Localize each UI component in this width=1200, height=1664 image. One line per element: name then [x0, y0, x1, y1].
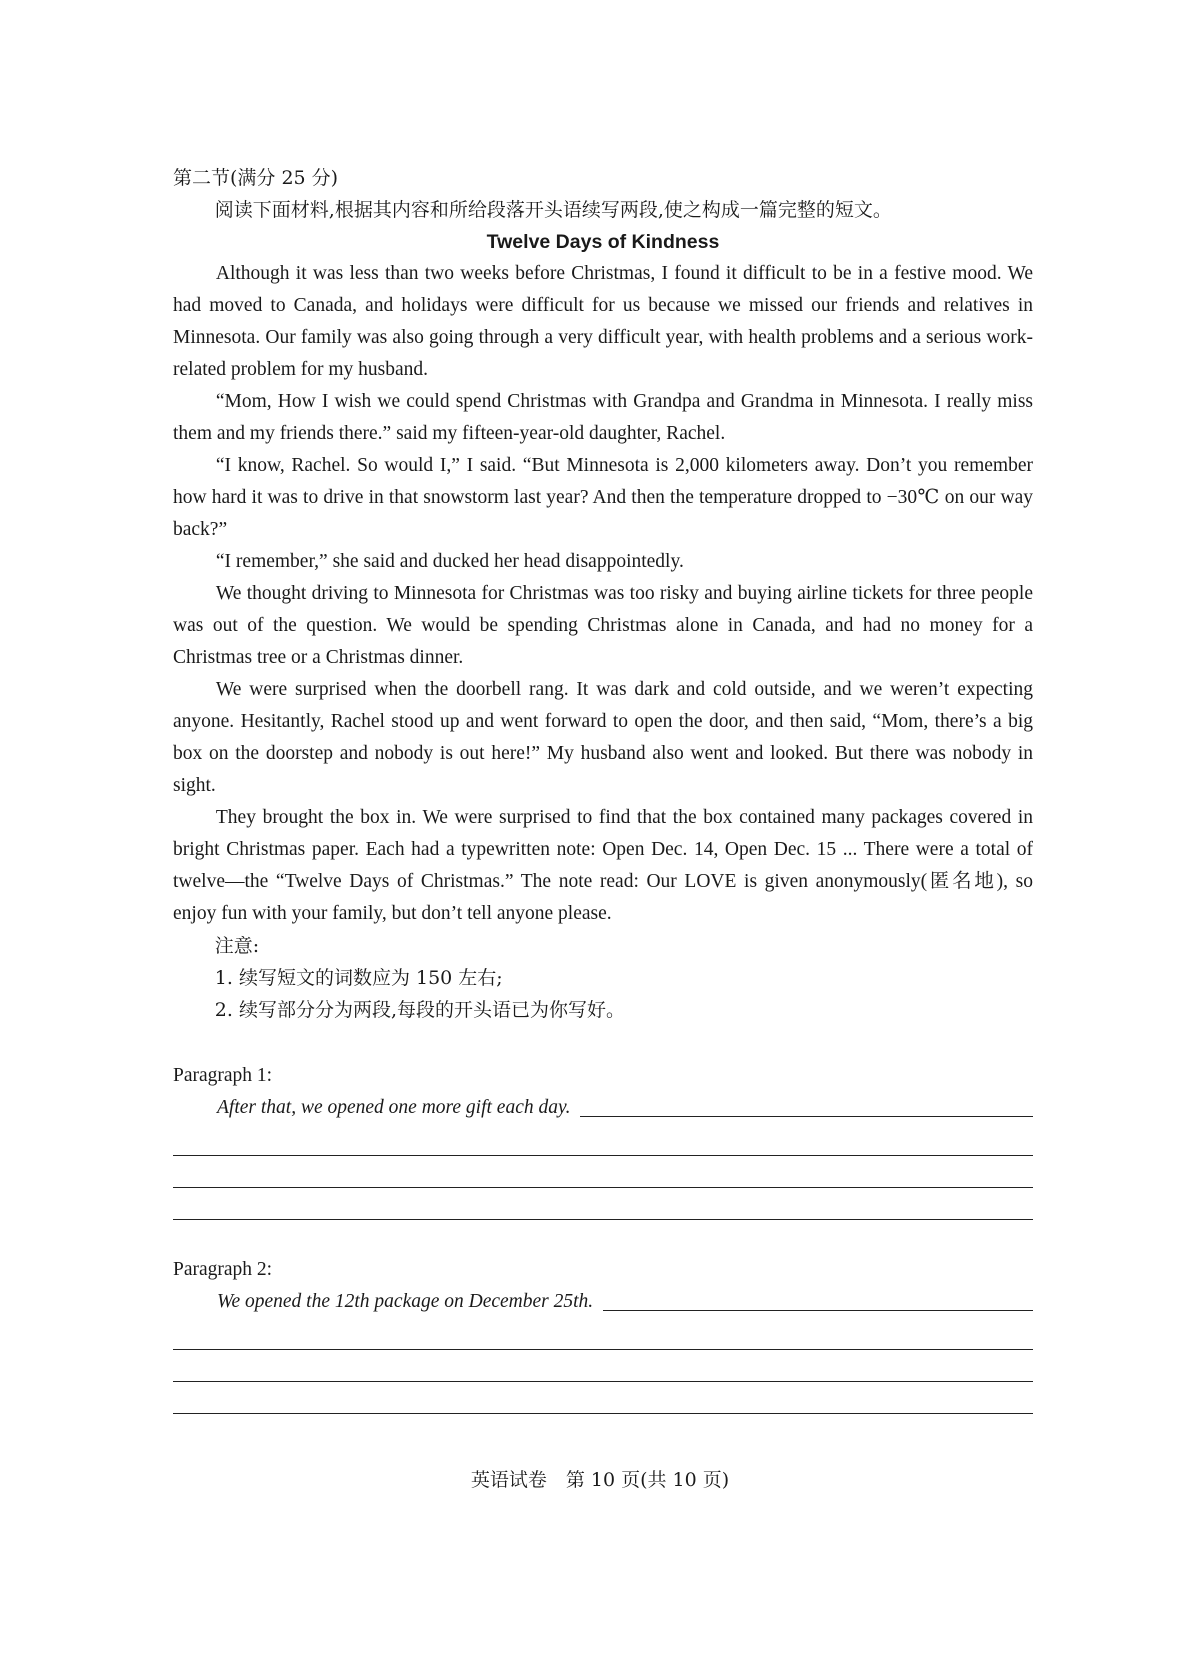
notes-label: 注意:: [214, 935, 260, 957]
section-heading: 第二节(满分 25 分): [173, 167, 339, 189]
answer-line[interactable]: [580, 1115, 1033, 1117]
story-paragraph: Although it was less than two weeks before Christmas, I found it difficult to be in a festive mood. We had moved to Canada, and holidays were difficult for us because we missed our friends and relatives in Minnesota. Our family was also going through a very difficult year, with health problems and a serious work-related problem for my husband.: [173, 263, 1033, 380]
page-footer: 英语试卷 第 10 页(共 10 页): [470, 1469, 730, 1491]
exam-page: [173, 162, 1033, 1414]
story-body: [173, 258, 1033, 930]
paragraph-1-opening: After that, we opened one more gift each day.: [217, 1097, 571, 1118]
paragraph-1-block: [173, 1060, 1033, 1220]
paragraph-2-first-line: [173, 1286, 1033, 1318]
paragraph-2-label: Paragraph 2:: [173, 1259, 273, 1280]
answer-line[interactable]: [173, 1382, 1033, 1414]
notes-block: [173, 930, 1033, 1026]
instruction-text: 阅读下面材料,根据其内容和所给段落开头语续写两段,使之构成一篇完整的短文。: [214, 199, 892, 221]
answer-line[interactable]: [173, 1124, 1033, 1156]
story-paragraph: “Mom, How I wish we could spend Christmas with Grandpa and Grandma in Minnesota. I really miss them and my friends there.” said my fifteen-year-old daughter, Rachel.: [173, 391, 1033, 444]
answer-line[interactable]: [173, 1156, 1033, 1188]
story-paragraph: We were surprised when the doorbell rang. It was dark and cold outside, and we weren’t expecting anyone. Hesitantly, Rachel stood up and went forward to open the door, and then said, “Mom, there’s a big box on the doorstep and nobody is out here!” My husband also went and looked. But there was nobody in sight.: [173, 679, 1033, 796]
story-paragraph: “I know, Rachel. So would I,” I said. “But Minnesota is 2,000 kilometers away. Don’t you remember how hard it was to drive in that snowstorm last year? And then the temperature dropped to −30℃ on our way back?”: [173, 455, 1033, 540]
paragraph-1-label: Paragraph 1:: [173, 1065, 273, 1086]
answer-line[interactable]: [603, 1309, 1033, 1311]
story-paragraph: “I remember,” she said and ducked her head disappointedly.: [215, 551, 684, 572]
story-paragraph: They brought the box in. We were surprised to find that the box contained many packages covered in bright Christmas paper. Each had a typewritten note: Open Dec. 14, Open Dec. 15 ... There were a total of twelve—the “Twelve Days of Christmas.” The note read: Our LOVE is given anonymously(匿名地), so enjoy fun with your family, but don’t tell anyone please.: [173, 807, 1033, 924]
paragraph-2-opening: We opened the 12th package on December 25th.: [217, 1291, 594, 1312]
story-paragraph: We thought driving to Minnesota for Christmas was too risky and buying airline tickets for three people was out of the question. We would be spending Christmas alone in Canada, and had no money for a Christmas tree or a Christmas dinner.: [173, 583, 1033, 668]
note-item: 2. 续写部分分为两段,每段的开头语已为你写好。: [214, 999, 626, 1021]
story-title: Twelve Days of Kindness: [486, 231, 720, 253]
answer-line[interactable]: [173, 1188, 1033, 1220]
answer-line[interactable]: [173, 1318, 1033, 1350]
answer-line[interactable]: [173, 1350, 1033, 1382]
paragraph-2-block: [173, 1254, 1033, 1414]
note-item: 1. 续写短文的词数应为 150 左右;: [214, 967, 503, 989]
paragraph-1-first-line: [173, 1092, 1033, 1124]
